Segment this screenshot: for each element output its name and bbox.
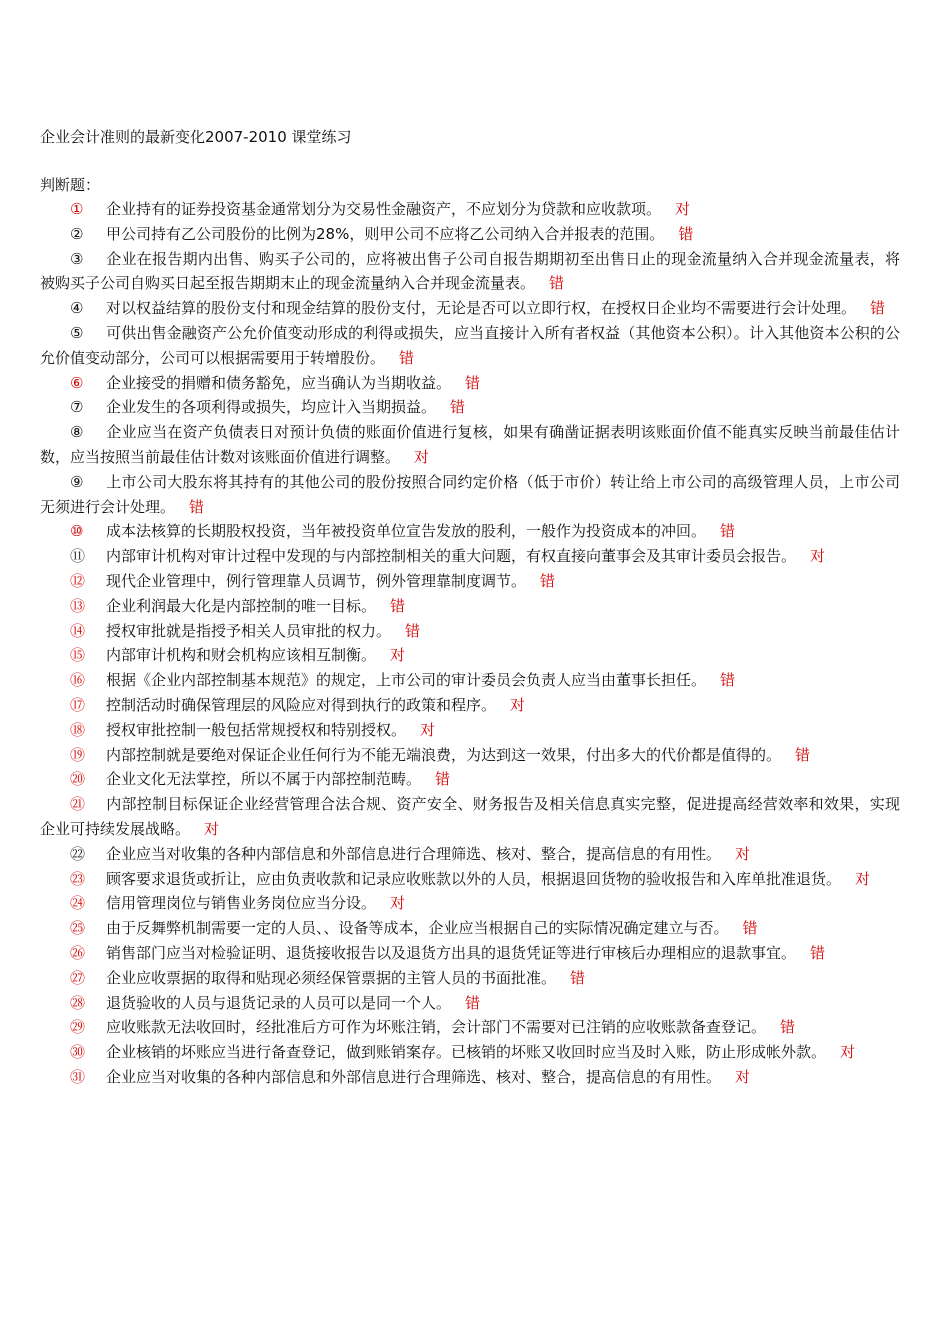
question-item (40, 519, 900, 544)
answer-mark: 错 (742, 919, 758, 938)
section-title: 判断题： (40, 176, 101, 194)
question-item (40, 891, 900, 916)
question-number: ⑪ (70, 547, 86, 566)
question-number: ㉑ (70, 795, 86, 814)
question-number: ㉕ (70, 919, 86, 938)
question-number: ⑳ (70, 770, 86, 789)
answer-mark: 错 (720, 522, 736, 541)
question-text: 对以权益结算的股份支付和现金结算的股份支付，无论是否可以立即行权，在授权日企业均不需要进行会计处理。 (106, 299, 857, 318)
question-text: 授权审批控制一般包括常规授权和特别授权。 (106, 720, 407, 739)
question-item (40, 619, 900, 644)
question-number: ⑱ (70, 720, 86, 739)
question-number: ⑫ (70, 571, 86, 590)
answer-mark: 对 (510, 695, 526, 714)
question-item (40, 792, 900, 842)
answer-mark: 对 (390, 894, 406, 913)
answer-mark: 对 (735, 844, 751, 863)
question-text: 内部控制目标保证企业经营管理合法合规、资产安全、财务报告及相关信息真实完整，促进提高经营效率和效果，实现企业可持续发展战略。 (40, 795, 900, 838)
question-item (40, 197, 900, 222)
question-number: ⑲ (70, 745, 86, 764)
answer-mark: 错 (399, 348, 415, 367)
answer-mark: 错 (540, 571, 556, 590)
answer-mark: 错 (189, 497, 205, 516)
question-item (40, 767, 900, 792)
question-text: 企业接受的捐赠和债务豁免，应当确认为当期收益。 (106, 373, 452, 392)
question-number: ⑥ (70, 373, 84, 392)
question-text: 企业在报告期内出售、购买子公司的，应将被出售子公司自报告期期初至出售日止的现金流量纳入合并现金流量表，将被购买子公司自购买日起至报告期期末止的现金流量纳入合并现金流量表。 (40, 249, 900, 293)
answer-mark: 对 (735, 1067, 751, 1086)
question-item (40, 420, 900, 470)
question-text: 授权审批就是指授予相关人员审批的权力。 (106, 621, 392, 640)
answer-mark: 错 (465, 993, 481, 1012)
document-page (40, 125, 900, 1090)
question-text: 企业应当在资产负债表日对预计负债的账面价值进行复核，如果有确凿证据表明该账面价值不能真实反映当前最佳估计数，应当按照当前最佳估计数对该账面价值进行调整。 (40, 423, 900, 466)
question-text: 控制活动时确保管理层的风险应对得到执行的政策和程序。 (106, 695, 497, 714)
answer-mark: 错 (810, 943, 826, 962)
question-item (40, 296, 900, 321)
question-text: 顾客要求退货或折让，应由负责收款和记录应收账款以外的人员，根据退回货物的验收报告和入库单批准退货。 (106, 869, 842, 888)
question-item (40, 643, 900, 668)
question-number: ⑬ (70, 596, 86, 615)
question-number: ④ (70, 299, 84, 318)
question-text: 企业应收票据的取得和贴现必须经保管票据的主管人员的书面批准。 (106, 968, 557, 987)
answer-mark: 对 (810, 547, 826, 566)
question-number: ⑯ (70, 671, 86, 690)
question-number: ⑤ (70, 323, 84, 342)
question-text: 成本法核算的长期股权投资，当年被投资单位宣告发放的股利，一般作为投资成本的冲回。 (106, 522, 707, 541)
question-text: 内部控制就是要绝对保证企业任何行为不能无端浪费，为达到这一效果，付出多大的代价都是值得的。 (106, 745, 782, 764)
question-number: ⑰ (70, 695, 86, 714)
question-text: 企业发生的各项利得或损失，均应计入当期损益。 (106, 398, 437, 417)
question-text: 销售部门应当对检验证明、退货接收报告以及退货方出具的退货凭证等进行审核后办理相应的退款事宜。 (106, 943, 797, 962)
answer-mark: 错 (465, 373, 481, 392)
question-text: 内部审计机构和财会机构应该相互制衡。 (106, 646, 377, 665)
question-number: ① (70, 200, 84, 218)
question-number: ㉙ (70, 1018, 86, 1037)
answer-mark: 对 (675, 200, 691, 218)
question-item (40, 222, 900, 247)
question-text: 企业利润最大化是内部控制的唯一目标。 (106, 596, 377, 615)
answer-mark: 错 (549, 274, 565, 293)
question-text: 企业持有的证券投资基金通常划分为交易性金融资产，不应划分为贷款和应收款项。 (106, 200, 662, 218)
question-item (40, 321, 900, 371)
question-number: ⑨ (70, 472, 84, 491)
question-item (40, 1015, 900, 1040)
question-item (40, 668, 900, 693)
question-item (40, 743, 900, 768)
question-item (40, 544, 900, 569)
question-text: 企业核销的坏账应当进行备查登记，做到账销案存。已核销的坏账又收回时应当及时入账，防止形成帐外款。 (106, 1043, 827, 1062)
answer-mark: 错 (405, 621, 421, 640)
answer-mark: 错 (450, 398, 466, 417)
question-number: ③ (70, 249, 84, 268)
question-item (40, 916, 900, 941)
question-item (40, 941, 900, 966)
answer-mark: 错 (720, 671, 736, 690)
question-number: ⑧ (70, 423, 84, 442)
question-number: ② (70, 224, 84, 243)
question-item (40, 693, 900, 718)
question-item (40, 247, 900, 297)
question-item (40, 1040, 900, 1065)
question-text: 企业应当对收集的各种内部信息和外部信息进行合理筛选、核对、整合，提高信息的有用性。 (106, 844, 722, 863)
question-number: ㉓ (70, 869, 86, 888)
document-title: 企业会计准则的最新变化2007-2010 课堂练习 (40, 128, 352, 146)
question-number: ㉒ (70, 844, 86, 863)
question-number: ㉘ (70, 993, 86, 1012)
question-number: ㉚ (70, 1043, 86, 1062)
answer-mark: 对 (204, 819, 220, 838)
question-item (40, 395, 900, 420)
answer-mark: 错 (570, 968, 586, 987)
question-text: 内部审计机构对审计过程中发现的与内部控制相关的重大问题，有权直接向董事会及其审计委员会报告。 (106, 547, 797, 566)
answer-mark: 错 (780, 1018, 796, 1037)
answer-mark: 对 (855, 869, 871, 888)
question-item (40, 842, 900, 867)
question-text: 企业文化无法掌控，所以不属于内部控制范畴。 (106, 770, 422, 789)
answer-mark: 错 (795, 745, 811, 764)
answer-mark: 对 (840, 1043, 856, 1062)
question-item (40, 867, 900, 892)
question-item (40, 371, 900, 396)
question-number: ㉗ (70, 968, 86, 987)
question-number: ⑮ (70, 646, 86, 665)
answer-mark: 错 (435, 770, 451, 789)
question-number: ⑭ (70, 621, 86, 640)
question-item (40, 569, 900, 594)
question-number: ⑦ (70, 398, 84, 417)
question-text: 由于反舞弊机制需要一定的人员、、设备等成本，企业应当根据自己的实际情况确定建立与否。 (106, 919, 729, 938)
question-text: 根据《企业内部控制基本规范》的规定，上市公司的审计委员会负责人应当由董事长担任。 (106, 671, 707, 690)
question-number: ⑩ (70, 522, 84, 541)
answer-mark: 错 (870, 299, 886, 318)
answer-mark: 错 (390, 596, 406, 615)
question-text: 上市公司大股东将其持有的其他公司的股份按照合同约定价格（低于市价）转让给上市公司的高级管理人员，上市公司无须进行会计处理。 (40, 472, 900, 516)
question-text: 甲公司持有乙公司股份的比例为28%，则甲公司不应将乙公司纳入合并报表的范围。 (106, 224, 665, 243)
answer-mark: 对 (414, 447, 430, 466)
question-text: 企业应当对收集的各种内部信息和外部信息进行合理筛选、核对、整合，提高信息的有用性。 (106, 1067, 722, 1086)
question-number: ㉖ (70, 943, 86, 962)
question-number: ㉔ (70, 894, 86, 913)
question-item (40, 991, 900, 1016)
question-item (40, 718, 900, 743)
question-item (40, 594, 900, 619)
answer-mark: 对 (420, 720, 436, 739)
question-text: 信用管理岗位与销售业务岗位应当分设。 (106, 894, 377, 913)
answer-mark: 错 (678, 224, 694, 243)
question-text: 现代企业管理中，例行管理靠人员调节，例外管理靠制度调节。 (106, 571, 527, 590)
question-item (40, 966, 900, 991)
answer-mark: 对 (390, 646, 406, 665)
question-number: ㉛ (70, 1067, 86, 1086)
question-item (40, 1065, 900, 1090)
question-text: 退货验收的人员与退货记录的人员可以是同一个人。 (106, 993, 452, 1012)
question-text: 应收账款无法收回时，经批准后方可作为坏账注销，会计部门不需要对已注销的应收账款备查登记。 (106, 1018, 767, 1037)
question-list (40, 197, 900, 1090)
question-text: 可供出售金融资产公允价值变动形成的利得或损失，应当直接计入所有者权益（其他资本公积）。计入其他资本公积的公允价值变动部分，公司可以根据需要用于转增股份。 (40, 323, 900, 367)
question-item (40, 470, 900, 520)
